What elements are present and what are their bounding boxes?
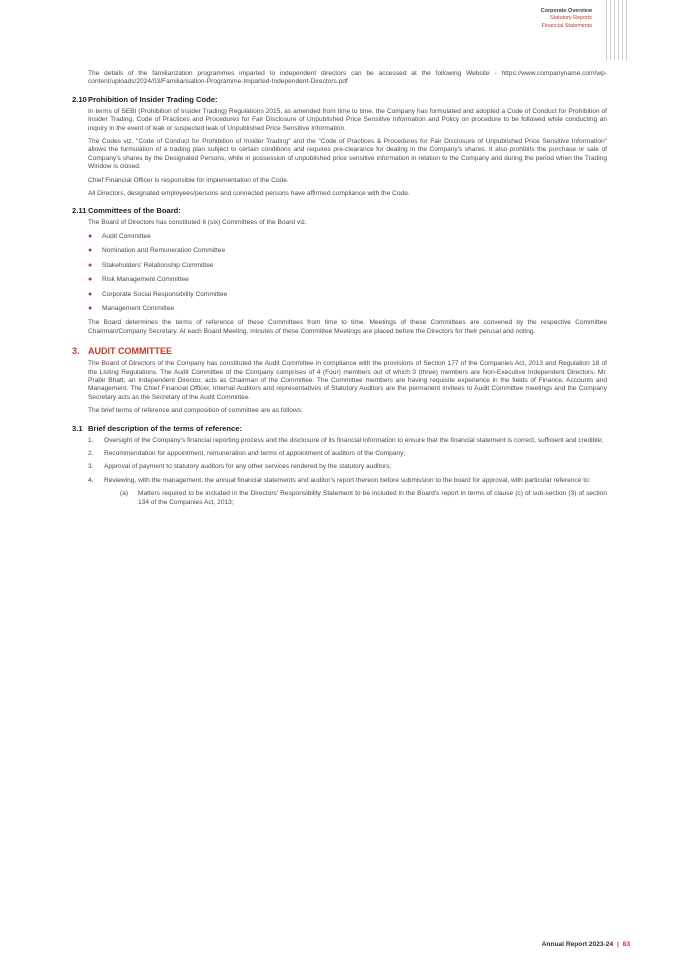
list-item	[88, 450, 607, 458]
section-heading-2-11	[72, 206, 607, 215]
paragraph: The Board determines the terms of reference of these Committees from time to time. Meetings of these Committees are convened by the respective Committee Chairman/Company Secretary. At each Board Meeting, minutes of these Committee Meetings are placed before the Directors for their perusal and noting.	[88, 319, 607, 335]
item-text: Approval of payment to statutory auditors for any other services rendered by the statutory auditors;	[104, 463, 392, 471]
section-heading-audit-committee	[72, 346, 607, 356]
committee-list	[88, 233, 607, 313]
section-body-3-1	[88, 437, 607, 507]
list-item	[88, 463, 607, 471]
section-title: Brief description of the terms of reference:	[88, 423, 243, 433]
paragraph: The Codes viz. "Code of Conduct for Prohibition of Insider Trading" and the "Code of Practices & Procedures for Fair Disclosure of Unpublished Price Sensitive Information" allows the formulation of a trading plan subject to certain conditions and requires pre-clearance for dealing in the Company's shares. It also prohibits the purchase or sale of Company's shares by the Designated Persons, while in possession of unpublished price sensitive information in relation to the Company and during the period when the Trading Window is closed.	[88, 138, 607, 171]
sub-item-number: (a)	[120, 490, 129, 498]
section-number: 3.1	[72, 423, 83, 433]
item-text: Oversight of the Company's financial reporting process and the disclosure of its financial information to ensure that the financial statement is correct, sufficient and credible;	[104, 436, 604, 444]
sub-item-text: Matters required to be included in the Directors' Responsibility Statement to be included in the Board's report in terms of clause (c) of sub-section (3) of section 134 of the Companies Act, 2013;	[138, 490, 607, 506]
page-content	[72, 70, 607, 507]
bullet-icon: ●	[88, 247, 93, 255]
item-text: Reviewing, with the management, the annual financial statements and auditor's report thereon before submission to the board for approval, with particular reference to:	[104, 476, 591, 484]
section-heading-2-10	[72, 95, 607, 104]
list-item-text: Management Committee	[102, 304, 175, 312]
section-body-audit-committee	[88, 360, 607, 415]
item-text: Recommendation for appointment, remuneration and terms of appointment of auditors of the Company;	[104, 449, 406, 457]
section-header	[541, 8, 592, 30]
list-item	[88, 305, 607, 313]
section-title: Prohibition of Insider Trading Code:	[88, 94, 218, 104]
section-body-2-10	[88, 108, 607, 199]
header-financial-statements[interactable]: Financial Statements	[541, 22, 592, 29]
header-statutory-reports[interactable]: Statutory Reports	[550, 15, 592, 22]
list-item-text: Corporate Social Responsibility Committee	[102, 290, 228, 298]
page-footer	[542, 941, 630, 948]
section-body-2-11	[88, 219, 607, 336]
list-item-text: Stakeholders' Relationship Committee	[102, 261, 214, 269]
sub-item	[120, 490, 607, 507]
section-title: AUDIT COMMITTEE	[88, 346, 172, 357]
paragraph: Chief Financial Officer is responsible for implementation of the Code.	[88, 176, 289, 184]
list-item	[88, 276, 607, 284]
list-item-text: Audit Committee	[102, 232, 151, 240]
bullet-icon: ●	[88, 304, 93, 312]
header-corporate-overview[interactable]: Corporate Overview	[540, 8, 592, 14]
paragraph: The Board of Directors of the Company has constituted the Audit Committee in compliance with the provisions of Section 177 of the Companies Act, 2013 and Regulation 18 of the Listing Regulations. The Audit Committee of the Company comprises of 4 (Four) members out of which 3 (three) members are Non-Executive Independent Directors. Mr. Prabir Bhatt, an Independent Director, acts as Chairman of the Committee. The Committee members are having requisite experience in the fields of Finance, Accounts and Management. The Chief Financial Officer, Internal Auditors and representatives of Statutory Auditors are the permanent invitees to Audit Committee meetings and the Company Secretary acts as the Secretary of the Audit Committee.	[88, 360, 607, 401]
paragraph: The Board of Directors has constituted 6 (six) Committees of the Board viz.	[88, 219, 307, 227]
item-number: 3.	[88, 463, 94, 471]
list-item	[88, 477, 607, 485]
list-item	[88, 233, 607, 241]
list-item	[88, 262, 607, 270]
bullet-icon: ●	[88, 261, 93, 269]
header-decorative-lines	[606, 0, 628, 60]
list-item	[88, 437, 607, 445]
item-number: 1.	[88, 436, 94, 444]
report-title: Annual Report 2023-24	[541, 941, 614, 948]
footer-separator: |	[616, 941, 619, 948]
list-item-text: Risk Management Committee	[102, 276, 189, 284]
section-title: Committees of the Board:	[88, 206, 181, 216]
section-number: 2.11	[72, 206, 87, 216]
list-item	[88, 291, 607, 299]
paragraph: All Directors, designated employees/persons and connected persons have affirmed compliance with the Code.	[88, 190, 410, 198]
bullet-icon: ●	[88, 290, 93, 298]
paragraph: The brief terms of reference and composition of committee are as follows:	[88, 407, 303, 415]
list-item-text: Nomination and Remuneration Committee	[102, 247, 226, 255]
section-number: 2.10	[72, 94, 87, 104]
page-number: 83	[622, 941, 630, 948]
bullet-icon: ●	[88, 232, 93, 240]
item-number: 2.	[88, 449, 94, 457]
intro-paragraph: The details of the familiarization programmes imparted to independent directors can be accessed at the following Website - https://www.companyname.com/wp-content/uploads/2024/03/Familiarisation-Programme-Imparted-Independent-Directors.pdf	[88, 70, 607, 86]
paragraph: In terms of SEBI (Prohibition of Insider Trading) Regulations 2015, as amended from time to time, the Company has formulated and adopted a Code of Conduct for Prohibition of Insider Trading, Code of Practices and Procedures for Fair Disclosure of Unpublished Price Sensitive Information and Policy on procedure to be followed while conducting an inquiry in the event of leak or suspected leak of Unpublished Price Sensitive Information.	[88, 107, 607, 132]
bullet-icon: ●	[88, 276, 93, 284]
list-item	[88, 247, 607, 255]
item-number: 4.	[88, 476, 94, 484]
section-number: 3.	[72, 346, 80, 357]
section-heading-3-1	[72, 424, 607, 433]
terms-list	[88, 437, 607, 486]
